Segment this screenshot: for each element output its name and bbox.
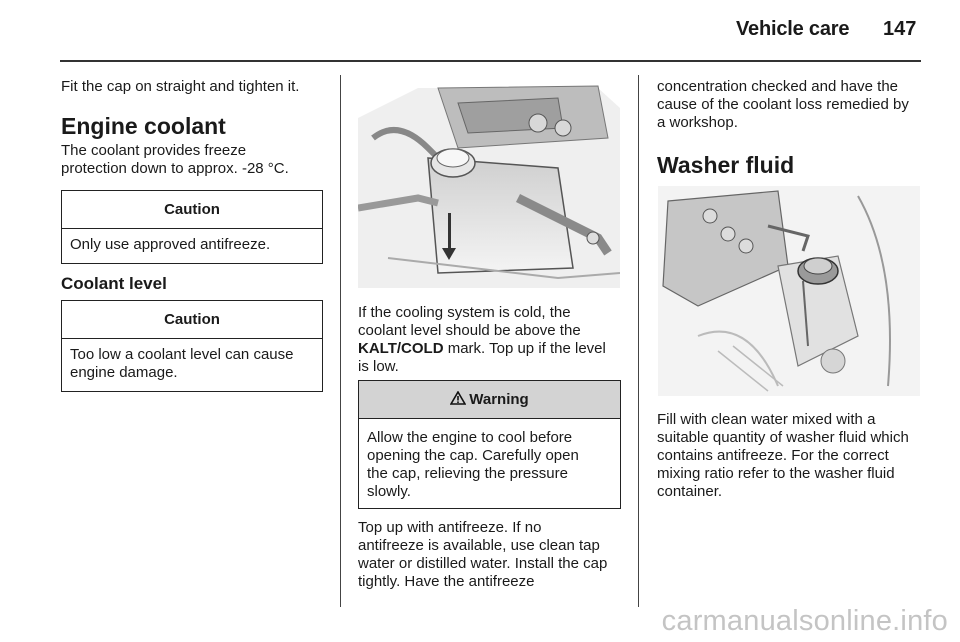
warning-text-line: slowly.	[367, 483, 411, 500]
warning-text-line: the cap, relieving the pressure	[367, 465, 568, 482]
intro-text: Fit the cap on straight and tighten it.	[61, 78, 300, 95]
warning-text-line: opening the cap. Carefully open	[367, 447, 579, 464]
body-text-fragment: mark. Top up if the level	[443, 340, 606, 357]
header-divider	[60, 60, 921, 62]
body-text-line: concentration checked and have the	[657, 78, 899, 95]
caution-text: Only use approved antifreeze.	[70, 236, 271, 253]
body-text-line: container.	[657, 483, 723, 500]
column-divider-2	[638, 75, 639, 607]
body-text-line	[358, 340, 626, 358]
warning-text-line: Allow the engine to cool before	[367, 429, 573, 446]
section-title-washer-fluid: Washer fluid	[657, 152, 795, 178]
warning-text	[359, 419, 620, 507]
body-text-line: contains antifreeze. For the correct	[657, 447, 889, 464]
caution-title: Caution	[62, 191, 322, 229]
body-text-line: Top up with antifreeze. If no	[358, 519, 542, 536]
body-text-line: antifreeze is available, use clean tap	[358, 537, 600, 554]
watermark: carmanualsonline.info	[661, 605, 948, 637]
column-3-paragraph-1	[657, 78, 925, 132]
warning-triangle-icon	[450, 391, 466, 405]
subsection-title-coolant-level: Coolant level	[61, 274, 167, 293]
kalt-cold-label: KALT/COLD	[358, 340, 444, 357]
caution-title: Caution	[62, 301, 322, 339]
caution-text	[62, 339, 322, 388]
caution-box-antifreeze	[61, 190, 323, 264]
section-title-engine-coolant: Engine coolant	[61, 113, 226, 139]
column-1	[61, 78, 323, 178]
caution-box-coolant-level	[61, 300, 323, 392]
column-2-paragraph-1	[358, 304, 626, 376]
body-text-line: is low.	[358, 358, 399, 375]
body-text-line: coolant level should be above the	[358, 322, 581, 339]
body-text-line: tightly. Have the antifreeze	[358, 573, 535, 590]
washer-fluid-reservoir-illustration	[658, 186, 920, 396]
body-text-line: Fill with clean water mixed with a	[657, 411, 876, 428]
column-3-paragraph-2	[657, 411, 925, 501]
warning-header	[359, 381, 620, 419]
coolant-reservoir-illustration	[358, 78, 620, 288]
caution-text-line: Too low a coolant level can cause	[70, 346, 294, 363]
body-text-line: water or distilled water. Install the cap	[358, 555, 608, 572]
body-text-line: cause of the coolant loss remedied by	[657, 96, 909, 113]
page-header-title: Vehicle care	[736, 18, 850, 40]
body-text-line: suitable quantity of washer fluid which	[657, 429, 909, 446]
section-text-line: The coolant provides freeze	[61, 142, 247, 159]
section-text-line: protection down to approx. -28 °C.	[61, 160, 289, 177]
body-text-line: mixing ratio refer to the washer fluid	[657, 465, 895, 482]
warning-title: Warning	[469, 391, 529, 408]
warning-box	[358, 380, 621, 509]
column-divider-1	[340, 75, 341, 607]
body-text-line: If the cooling system is cold, the	[358, 304, 571, 321]
page-number: 147	[883, 18, 917, 40]
column-2-paragraph-2	[358, 519, 626, 591]
caution-text-line: engine damage.	[70, 364, 178, 381]
body-text-line: a workshop.	[657, 114, 738, 131]
